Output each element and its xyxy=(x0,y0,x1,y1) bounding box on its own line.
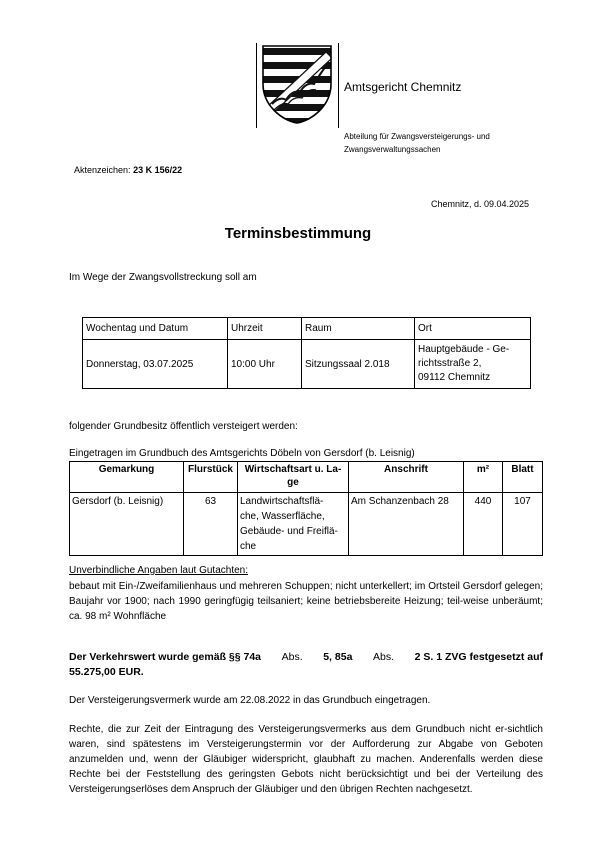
header-wirtschaftsart xyxy=(238,462,349,493)
valuation-abs-1: Abs. xyxy=(281,651,303,663)
court-name: Amtsgericht Chemnitz xyxy=(344,80,462,94)
schedule-place-line-1: Hauptgebäude - Ge- xyxy=(418,344,510,355)
header-blatt: Blatt xyxy=(503,462,543,493)
header-time: Uhrzeit xyxy=(228,318,302,340)
header-room: Raum xyxy=(302,318,415,340)
intro-text: Im Wege der Zwangsvollstreckung soll am xyxy=(69,272,257,283)
file-reference-value: 23 K 156/22 xyxy=(133,165,183,175)
cell-wirtschaftsart-line-1: Landwirtschaftsflä- xyxy=(240,496,324,507)
page-title: Terminsbestimmung xyxy=(224,225,372,242)
registration-note: Der Versteigerungsvermerk wurde am 22.08.2022 in das Grundbuch eingetragen. xyxy=(69,695,431,706)
cell-m2: 440 xyxy=(464,493,503,556)
schedule-date: Donnerstag, 03.07.2025 xyxy=(83,340,228,389)
department-line-1: Abteilung für Zwangsversteigerungs- und xyxy=(344,132,490,141)
schedule-place xyxy=(415,340,531,389)
land-table xyxy=(69,461,543,556)
header-flurstueck: Flurstück xyxy=(184,462,238,493)
valuation-part-3: 2 S. 1 ZVG festgesetzt auf xyxy=(414,651,543,663)
cell-flurstueck: 63 xyxy=(184,493,238,556)
notes-text: bebaut mit Ein-/Zweifamilienhaus und mehreren Schuppen; nicht unterkellert; im Ortsteil Gersdorf gelegen; Baujahr vor 1900; nach 1990 geringfügig teilsaniert; keine betriebsbereite Heizung; teil-weise unberäumt; ca. 98 m² Wohnfläche xyxy=(69,581,543,622)
cell-anschrift: Am Schanzenbach 28 xyxy=(349,493,464,556)
right-divider xyxy=(338,43,339,128)
schedule-table xyxy=(82,317,531,389)
header-wirtschaftsart-line-2: ge xyxy=(287,477,299,488)
file-reference xyxy=(74,165,182,175)
register-caption: Eingetragen im Grundbuch des Amtsgerichts Döbeln von Gersdorf (b. Leisnig) xyxy=(69,448,415,459)
schedule-place-line-3: 09112 Chemnitz xyxy=(418,372,491,383)
file-reference-label: Aktenzeichen: xyxy=(74,165,131,175)
cell-wirtschaftsart xyxy=(238,493,349,556)
schedule-row xyxy=(83,340,531,389)
schedule-time: 10:00 Uhr xyxy=(228,340,302,389)
left-divider xyxy=(256,43,257,128)
header-place: Ort xyxy=(415,318,531,340)
saxony-coat-of-arms-icon xyxy=(260,44,334,124)
rights-note: Rechte, die zur Zeit der Eintragung des Versteigerungsvermerks aus dem Grundbuch nicht er-sichtlich waren, sind spätestens im Versteigerungstermin vor der Aufforderung zur Abgabe von Geboten anzumelden und, wenn der Gläubiger widerspricht, glaubhaft zu machen. Anderenfalls werden diese Rechte bei der Feststellung des geringsten Gebots nicht berücksichtigt und bei der Verteilung des Versteigerungserlöses dem Anspruch der Gläubiger und den übrigen Rechten nachgesetzt. xyxy=(69,724,543,795)
land-header-row xyxy=(70,462,543,493)
schedule-header-row xyxy=(83,318,531,340)
valuation-amount: 55.275,00 EUR. xyxy=(69,666,144,678)
valuation-abs-2: Abs. xyxy=(373,651,395,663)
cell-wirtschaftsart-line-4: che xyxy=(240,541,257,552)
cell-gemarkung: Gersdorf (b. Leisnig) xyxy=(70,493,184,556)
notes-heading: Unverbindliche Angaben laut Gutachten: xyxy=(69,565,249,576)
department-line-2: Zwangsverwaltungssachen xyxy=(344,145,441,154)
header-wirtschaftsart-line-1: Wirtschaftsart u. La- xyxy=(244,464,342,475)
valuation-part-2: 5, 85a xyxy=(323,651,353,663)
cell-blatt: 107 xyxy=(503,493,543,556)
header-gemarkung: Gemarkung xyxy=(70,462,184,493)
following-text: folgender Grundbesitz öffentlich versteigert werden: xyxy=(69,421,298,432)
header-date: Wochentag und Datum xyxy=(83,318,228,340)
schedule-room: Sitzungssaal 2.018 xyxy=(302,340,415,389)
header-anschrift: Anschrift xyxy=(349,462,464,493)
valuation-part-1: Der Verkehrswert wurde gemäß §§ 74a xyxy=(69,651,262,663)
land-row xyxy=(70,493,543,556)
place-date: Chemnitz, d. 09.04.2025 xyxy=(431,199,530,209)
cell-wirtschaftsart-line-3: Gebäude- und Freiflä- xyxy=(240,526,338,537)
cell-wirtschaftsart-line-2: che, Wasserfläche, xyxy=(240,511,325,522)
header-m2: m² xyxy=(464,462,503,493)
schedule-place-line-2: richtsstraße 2, xyxy=(418,358,482,369)
valuation-line xyxy=(69,651,543,663)
